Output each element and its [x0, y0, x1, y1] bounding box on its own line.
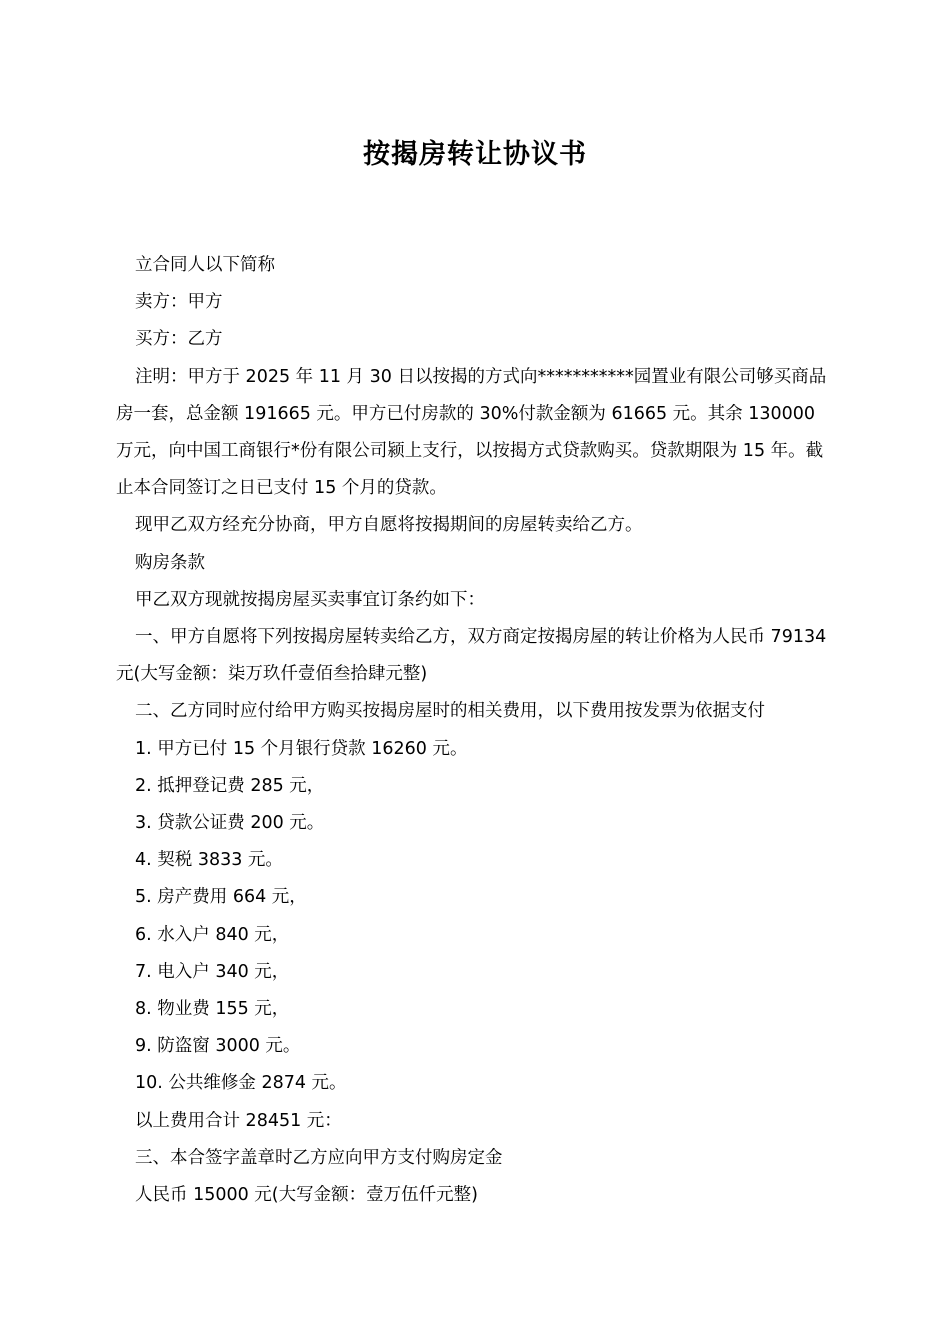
paragraph-deposit: 人民币 15000 元(大写金额：壹万伍仟元整): [135, 1185, 478, 1206]
fee-item-4: 4. 契税 3833 元。: [135, 850, 283, 871]
fee-item-8: 8. 物业费 155 元，: [135, 999, 290, 1020]
paragraph-agreement: 现甲乙双方经充分协商，甲方自愿将按揭期间的房屋转卖给乙方。: [135, 515, 643, 536]
paragraph-clause-2: 二、乙方同时应付给甲方购买按揭房屋时的相关费用，以下费用按发票为依据支付: [135, 701, 765, 722]
document-title: 按揭房转让协议书: [363, 139, 587, 170]
paragraph-parties: 立合同人以下简称: [135, 255, 275, 275]
paragraph-note: 注明：甲方于 2025 年 11 月 30 日以按揭的方式向***********园置业有限公司够买商品房一套，总金额 191665 元。甲方已付房款的 30%付款金额为 61665 元。其余 130000 万元，向中国工商银行*份有限公司颍上支行，以按揭方式贷款购买。贷款期限为 15 年。截止本合同签订之日已支付 15 个月的贷款。: [116, 366, 827, 499]
fee-item-1: 1. 甲方已付 15 个月银行贷款 16260 元。: [135, 738, 468, 759]
fee-item-9: 9. 防盗窗 3000 元。: [135, 1036, 301, 1057]
fee-total: 以上费用合计 28451 元：: [135, 1110, 342, 1131]
fee-item-3: 3. 贷款公证费 200 元。: [135, 813, 325, 834]
paragraph-buyer: 买方：乙方: [135, 329, 223, 350]
fee-item-2: 2. 抵押登记费 285 元，: [135, 775, 325, 796]
fee-item-5: 5. 房产费用 664 元，: [135, 887, 307, 908]
fee-item-6: 6. 水入户 840 元，: [135, 924, 290, 945]
paragraph-seller: 卖方：甲方: [135, 292, 223, 313]
paragraph-section-heading: 购房条款: [135, 552, 205, 573]
paragraph-clause-3: 三、本合签字盖章时乙方应向甲方支付购房定金: [135, 1147, 503, 1168]
fee-item-7: 7. 电入户 340 元，: [135, 961, 290, 982]
paragraph-intro: 甲乙双方现就按揭房屋买卖事宜订条约如下：: [135, 589, 485, 610]
paragraph-clause-1: 一、甲方自愿将下列按揭房屋转卖给乙方，双方商定按揭房屋的转让价格为人民币 79134 元(大写金额：柒万玖仟壹佰叁拾肆元整): [116, 627, 827, 685]
fee-item-10: 10. 公共维修金 2874 元。: [135, 1073, 347, 1094]
document-body: [116, 247, 838, 1214]
